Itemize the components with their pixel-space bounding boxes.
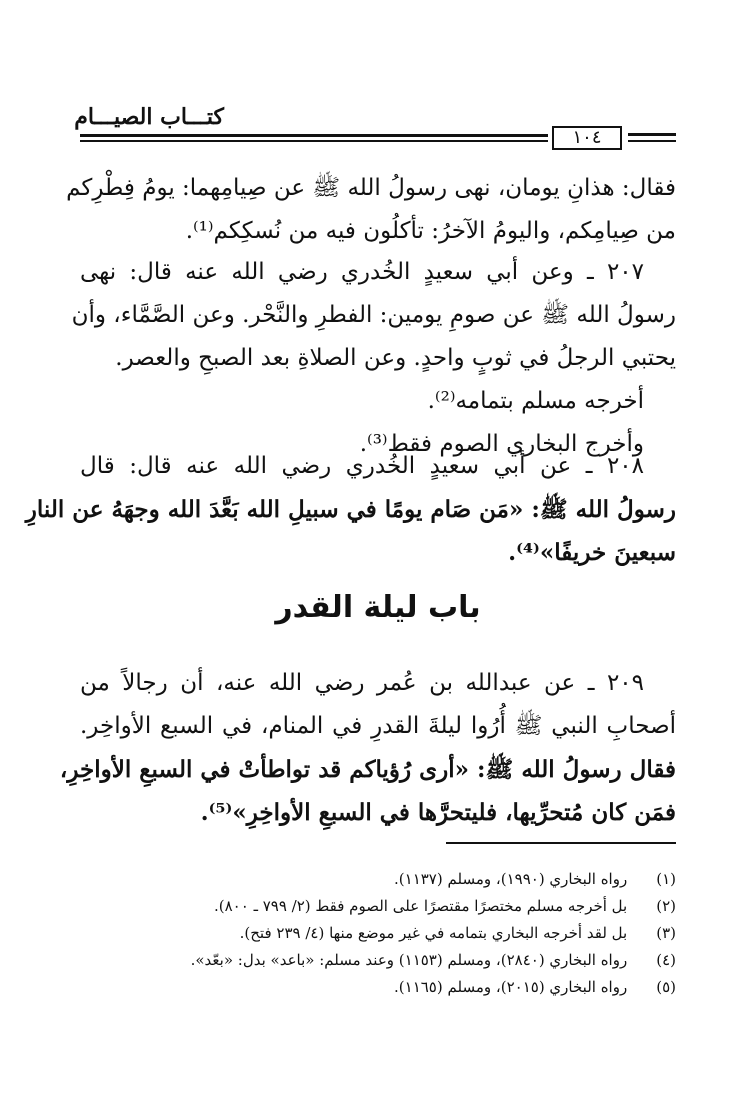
footnote-number: (٥) (656, 978, 676, 996)
footnote-text: رواه البخاري (٢٨٤٠)، ومسلم (١١٥٣) وعند مسلم: «باعد» بدل: «بعّد». (190, 951, 628, 969)
footnote-item (80, 920, 676, 947)
text-line: من صِيامِكم، واليومُ الآخرُ: تأكلُون فيه من نُسكِكم⁽¹⁾. (185, 218, 676, 244)
page-number-rule-thin (628, 140, 676, 142)
footnote-text: رواه البخاري (١٩٩٠)، ومسلم (١١٣٧). (394, 870, 628, 888)
footnote-number: (٤) (656, 951, 676, 969)
paragraph-intro (66, 167, 676, 253)
footnote-text: رواه البخاري (٢٠١٥)، ومسلم (١١٦٥). (394, 978, 628, 996)
page-number-rule-thick (628, 133, 676, 136)
footnote-item (80, 947, 676, 974)
hadith-207-source-bukhari: وأخرج البخاري الصوم فقط⁽³⁾. (359, 431, 644, 457)
footnote-number: (٢) (656, 897, 676, 915)
text-line: فقال: هذانِ يومان، نهى رسولُ الله ﷺ عن صِيامِهما: يومُ فِطْرِكم (66, 175, 676, 201)
footnotes (80, 866, 676, 1001)
running-title: كتـــاب الصيـــام (74, 104, 224, 130)
footnote-separator (446, 842, 676, 844)
text-line: يحتبي الرجلُ في ثوبٍ واحدٍ. وعن الصلاةِ بعد الصبحِ والعصر. (115, 345, 676, 371)
section-title: باب ليلة القدر (275, 590, 481, 625)
hadith-207-source-muslim: أخرجه مسلم بتمامه⁽²⁾. (427, 388, 644, 414)
text-line: رسولُ الله ﷺ عن صومِ يومين: الفطرِ والنَّحْر. وعن الصَّمَّاء، وأن (71, 302, 676, 328)
text-line: سبعينَ خريفًا»⁽⁴⁾. (508, 539, 676, 566)
text-line: ٢٠٨ ـ عن أبي سعيدٍ الخُدري رضي الله عنه قال: قال (80, 453, 644, 479)
text-line: رسولُ الله ﷺ: «مَن صَام يومًا في سبيلِ الله بَعَّدَ الله وجهَهُ عن النارِ (25, 496, 676, 523)
footnote-text: بل أخرجه مسلم مختصرًا مقتصرًا على الصوم فقط (٢/ ٧٩٩ ـ ٨٠٠). (214, 897, 628, 915)
header-rule-thin (80, 140, 548, 142)
hadith-207 (71, 251, 676, 466)
text-line: أصحابِ النبي ﷺ أُرُوا ليلةَ القدرِ في المنام، في السبع الأواخِر. (80, 713, 676, 739)
footnote-item (80, 866, 676, 893)
footnote-item (80, 974, 676, 1001)
text-line: فقال رسولُ الله ﷺ: «أرى رُؤياكم قد تواطأتْ في السبعِ الأواخِرِ، (59, 756, 676, 783)
text-line: ٢٠٧ ـ وعن أبي سعيدٍ الخُدري رضي الله عنه قال: نهى (80, 259, 644, 285)
header-rule-thick (80, 134, 548, 137)
footnote-text: بل لقد أخرجه البخاري بتمامه في غير موضع منها (٤/ ٢٣٩ فتح). (239, 924, 628, 942)
hadith-209 (59, 662, 676, 834)
hadith-208 (25, 445, 676, 574)
footnote-number: (١) (656, 870, 676, 888)
text-line: ٢٠٩ ـ عن عبدالله بن عُمر رضي الله عنه، أن رجالاً من (80, 670, 644, 696)
page-number: ١٠٤ (552, 126, 622, 150)
footnote-item (80, 893, 676, 920)
footnote-number: (٣) (656, 924, 676, 942)
text-line: فمَن كان مُتحرِّيها، فليتحرَّها في السبعِ الأواخِرِ»⁽⁵⁾. (200, 799, 676, 826)
